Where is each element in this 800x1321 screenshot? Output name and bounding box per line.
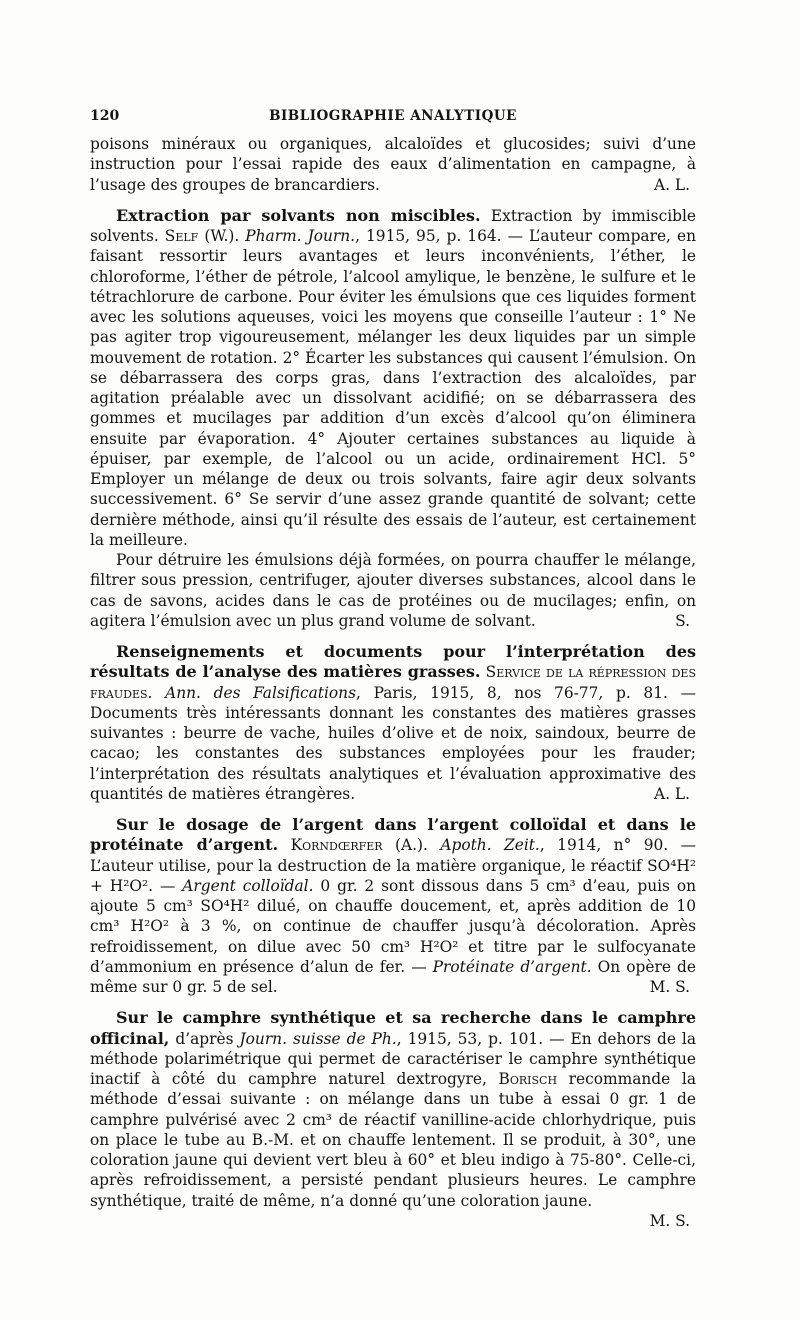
article1-citation-pre: Extraction by immiscible solvents. bbox=[90, 206, 696, 245]
article-matieres-grasses bbox=[90, 642, 696, 804]
intro-text: poisons minéraux ou organiques, alcaloïdes et glucosides; suivi d’une instruction pour l’essai rapide des eaux d’alimentation en campagne, à l’usage des groupes de brancardiers. bbox=[90, 135, 696, 194]
article3-journal: Apoth. Zeit. bbox=[440, 836, 540, 855]
article2-signature: A. L. bbox=[653, 784, 690, 803]
article4-journal: Journ. suisse de Ph. bbox=[239, 1029, 397, 1048]
article4-author: Borisch bbox=[498, 1070, 558, 1088]
article4-text-1: En dehors de la méthode polarimétrique qui permet de caractériser le camphre synthétique inactif à côté du camphre naturel dextrogyre, bbox=[90, 1029, 697, 1088]
article3-text-1: L’auteur utilise, pour la destruction de la matière organique, le réactif SO⁴H² + H²O². — bbox=[90, 856, 696, 895]
article-body bbox=[90, 134, 696, 1231]
intro-signature: A. L. bbox=[653, 175, 690, 194]
intro-continuation bbox=[90, 134, 696, 195]
article3-title: Sur le dosage de l’argent dans l’argent colloïdal et dans le protéinate d’argent. bbox=[90, 815, 696, 855]
article1-paragraph-1: L’auteur compare, en faisant ressortir leurs avantages et leurs inconvénients, l’éther, le chloroforme, l’éther de pétrole, l’alcool amylique, le benzène, le sulfure et le tétrachlorure de carbone. Pour éviter les émulsions que ces liquides forment avec les solutions aqueuses, voici les moyens que conseille l’auteur : 1° Ne pas agiter trop vigoureusement, mélanger les deux liquides par un simple mouvement de rotation. 2° Écarter les substances qui causent l’émulsion. On se débarrassera des corps gras, dans l’extraction des alcaloïdes, par agitation préalable avec un dissolvant acidifié; on se débarrassera des gommes et mucilages par addition d’un excès d’alcool qu’on éliminera ensuite par évaporation. 4° Ajouter certaines substances au liquide à épuiser, par exemple, de l’alcool ou un acide, ordinairement HCl. 5° Employer un mélange de deux ou trois solvants, faire agir deux solvants successivement. 6° Se servir d’une assez grande quantité de solvant; cette dernière méthode, ainsi qu’il résulte des essais de l’auteur, est certainement la meilleure. bbox=[90, 227, 696, 549]
article3-citation-mid: (A.). bbox=[382, 836, 441, 855]
article3-italic-1: Argent colloïdal. bbox=[182, 876, 314, 895]
article1-citation-post: , 1915, 95, p. 164. — bbox=[355, 227, 529, 245]
article2-citation-post: , Paris, 1915, 8, nos 76-77, p. 81. — bbox=[355, 683, 696, 702]
article4-title: Sur le camphre synthétique et sa recherche dans le camphre officinal, bbox=[90, 1008, 696, 1048]
article-extraction bbox=[90, 206, 696, 631]
article3-citation-post: , 1914, n° 90. — bbox=[539, 836, 697, 855]
article4-citation-post: , 1915, 53, p. 101. — bbox=[396, 1029, 571, 1048]
article1-paragraph-2: Pour détruire les émulsions déjà formées, on pourra chauffer le mélange, filtrer sous pression, centrifuger, ajouter diverses substances, alcool dans le cas de savons, acides dans le cas de protéines ou de mucilages; enfin, on agitera l’émulsion avec un plus grand volume de solvant. bbox=[90, 551, 696, 630]
article2-title: Renseignements et documents pour l’interprétation des résultats de l’analyse des matières grasses. bbox=[90, 642, 696, 682]
article-argent bbox=[90, 815, 696, 997]
article1-title: Extraction par solvants non miscibles. bbox=[116, 205, 481, 225]
article1-journal: Pharm. Journ. bbox=[245, 227, 356, 245]
running-header bbox=[90, 108, 696, 134]
article4-citation-pre: d’après bbox=[169, 1029, 240, 1048]
article2-author: Service de la répression des fraudes. bbox=[90, 663, 696, 702]
article-camphre bbox=[90, 1008, 696, 1231]
article1-citation-mid: (W.). bbox=[198, 227, 246, 245]
article3-text-2: 0 gr. 2 sont dissous dans 5 cm³ d’eau, puis on ajoute 5 cm³ SO⁴H² dilué, on chauffe doucement, et, après addition de 10 cm³ H²O² à 3 %, on continue de chauffer jusqu’à décoloration. Après refroidissement, on dilue avec 50 cm³ H²O² et titre par le sulfocyanate d’ammonium en présence d’alun de fer. — bbox=[90, 876, 697, 976]
article3-text-3: On opère de même sur 0 gr. 5 de sel. bbox=[90, 957, 696, 996]
article4-text-2: recommande la méthode d’essai suivante : on mélange dans un tube à essai 0 gr. 1 de camphre pulvérisé avec 2 cm³ de réactif vanilline-acide chlorhydrique, puis on place le tube au B.-M. et on chauffe lentement. Il se produit, à 30°, une coloration jaune qui devient vert bleu à 60° et bleu indigo à 75-80°. Celle-ci, après refroidissement, a persisté pendant plusieurs heures. Le camphre synthétique, traité de même, n’a donné qu’une coloration jaune. bbox=[90, 1070, 696, 1210]
article3-italic-2: Protéinate d’argent. bbox=[432, 957, 592, 976]
article2-text: Documents très intéressants donnant les constantes des matières grasses suivantes : beurre de vache, huiles d’olive et de noix, saindoux, beurre de cacao; les constantes des substances employées pour les frauder; l’interprétation des résultats analytiques et l’évaluation approximative des quantités de matières étrangères. bbox=[90, 703, 696, 803]
article4-signature: M. S. bbox=[649, 1211, 690, 1230]
article3-author: Korndœrfer bbox=[278, 836, 383, 855]
page-number: 120 bbox=[90, 108, 120, 124]
article2-journal: Ann. des Falsifications bbox=[165, 683, 356, 702]
article3-signature: M. S. bbox=[649, 978, 690, 996]
article1-author: Self bbox=[164, 227, 199, 245]
running-title: BIBLIOGRAPHIE ANALYTIQUE bbox=[269, 108, 517, 124]
article1-signature: S. bbox=[675, 611, 690, 630]
